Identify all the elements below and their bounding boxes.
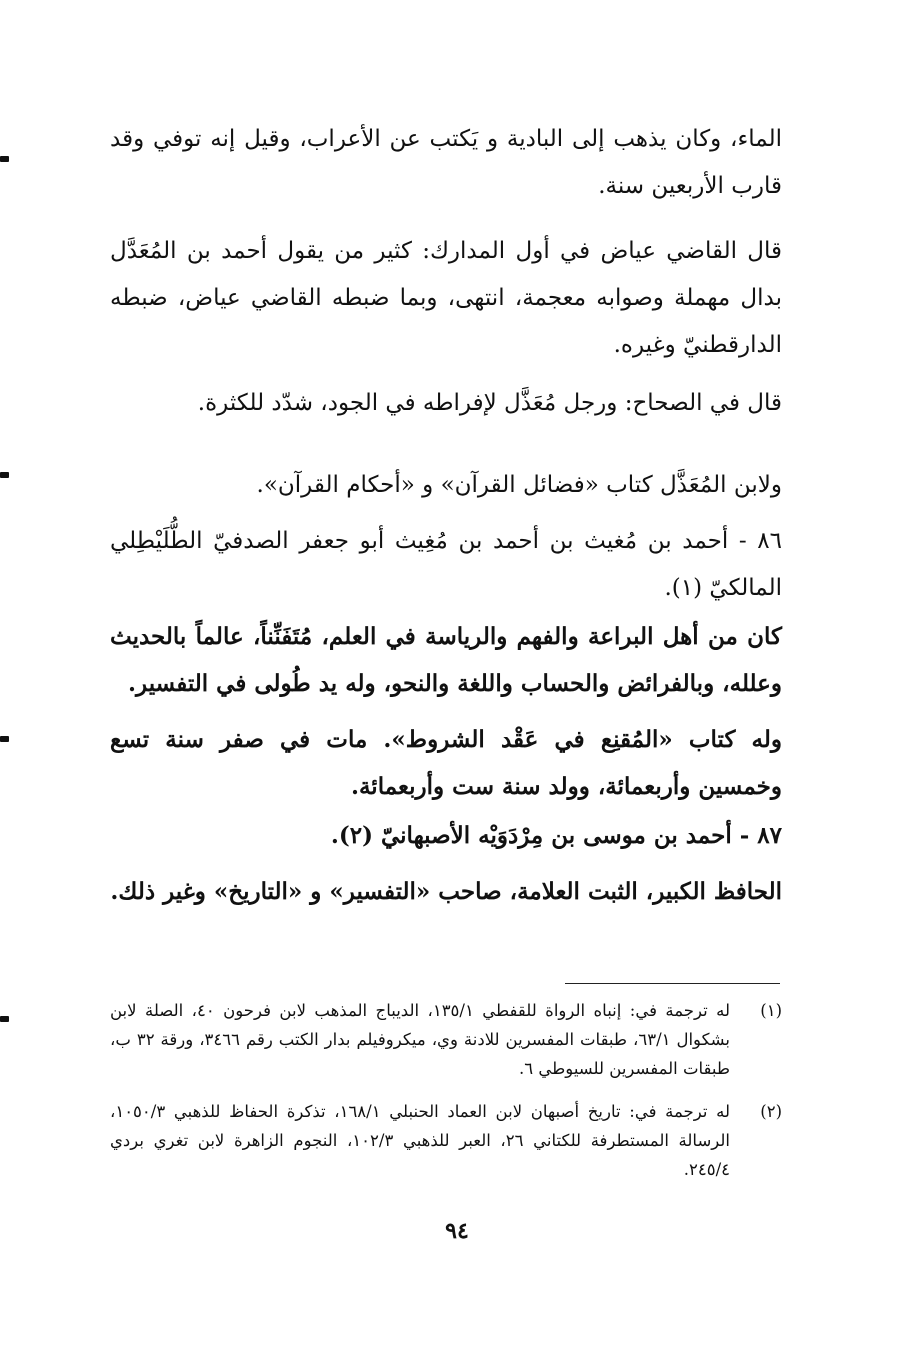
paragraph-qadi-iyad-quote: قال القاضي عياض في أول المدارك: كثير من يقول أحمد بن المُعَدَّل بدال مهملة وصوابه معجمة، انتهى، وبما ضبطه القاضي عياض، ضبطه الدارقطنيّ وغيره. xyxy=(110,238,782,358)
entry-heading-86: ٨٦ - أحمد بن مُغيث بن أحمد بن مُغِيث أبو جعفر الصدفيّ الطُّلَيْطِلي المالكيّ (١). xyxy=(110,528,782,601)
footnote-2 xyxy=(110,1097,782,1184)
margin-mark xyxy=(0,1016,9,1022)
footnote-number: (١) xyxy=(760,1001,782,1020)
footnote-number: (٢) xyxy=(760,1102,782,1121)
footnote-text: له ترجمة في: إنباه الرواة للقفطي ١٣٥/١، الديباج المذهب لابن فرحون ٤٠، الصلة لابن بشكوال ٦٣/١، طبقات المفسرين للادنة وي، ميكروفيلم بدار الكتب رقم ٣٤٦٦، ورقة ٣٢ ب، طبقات المفسرين للسيوطي ٦. xyxy=(110,1001,730,1078)
paragraph-death-note: الماء، وكان يذهب إلى البادية و يَكتب عن الأعراب، وقيل إنه توفي وقد قارب الأربعين سنة. xyxy=(110,126,782,199)
footnote-divider xyxy=(565,983,780,984)
paragraph-books: ولابن المُعَذَّل كتاب «فضائل القرآن» و «أحكام القرآن». xyxy=(256,472,782,498)
entry-heading-87: ٨٧ - أحمد بن موسى بن مِرْدَوَيْه الأصبهانيّ (٢). xyxy=(330,822,782,849)
footnote-1 xyxy=(110,996,782,1083)
entry-86-biography: كان من أهل البراعة والفهم والرياسة في العلم، مُتَفَنِّناً، عالماً بالحديث وعلله، وبالفرائض والحساب واللغة والنحو، وله يد طُولى في التفسير. xyxy=(110,623,782,697)
paragraph-sihah-quote: قال في الصحاح: ورجل مُعَذَّل لإفراطه في الجود، شدّد للكثرة. xyxy=(197,390,782,416)
margin-mark xyxy=(0,472,9,478)
page-number: ٩٤ xyxy=(445,1218,469,1244)
margin-mark xyxy=(0,736,9,742)
footnote-text: له ترجمة في: تاريخ أصبهان لابن العماد الحنبلي ١٦٨/١، تذكرة الحفاظ للذهبي ١٠٥٠/٣، الرسالة المستطرفة للكتاني ٢٦، العبر للذهبي ١٠٢/٣، النجوم الزاهرة لابن تغري بردي ٢٤٥/٤. xyxy=(110,1102,730,1179)
entry-86-books-and-dates: وله كتاب «المُقنِع في عَقْد الشروط». مات في صفر سنة تسع وخمسين وأربعمائة، وولد سنة ست وأربعمائة. xyxy=(110,726,782,800)
entry-87-biography: الحافظ الكبير، الثبت العلامة، صاحب «التفسير» و «التاريخ» وغير ذلك. xyxy=(110,878,782,905)
margin-mark xyxy=(0,156,9,162)
